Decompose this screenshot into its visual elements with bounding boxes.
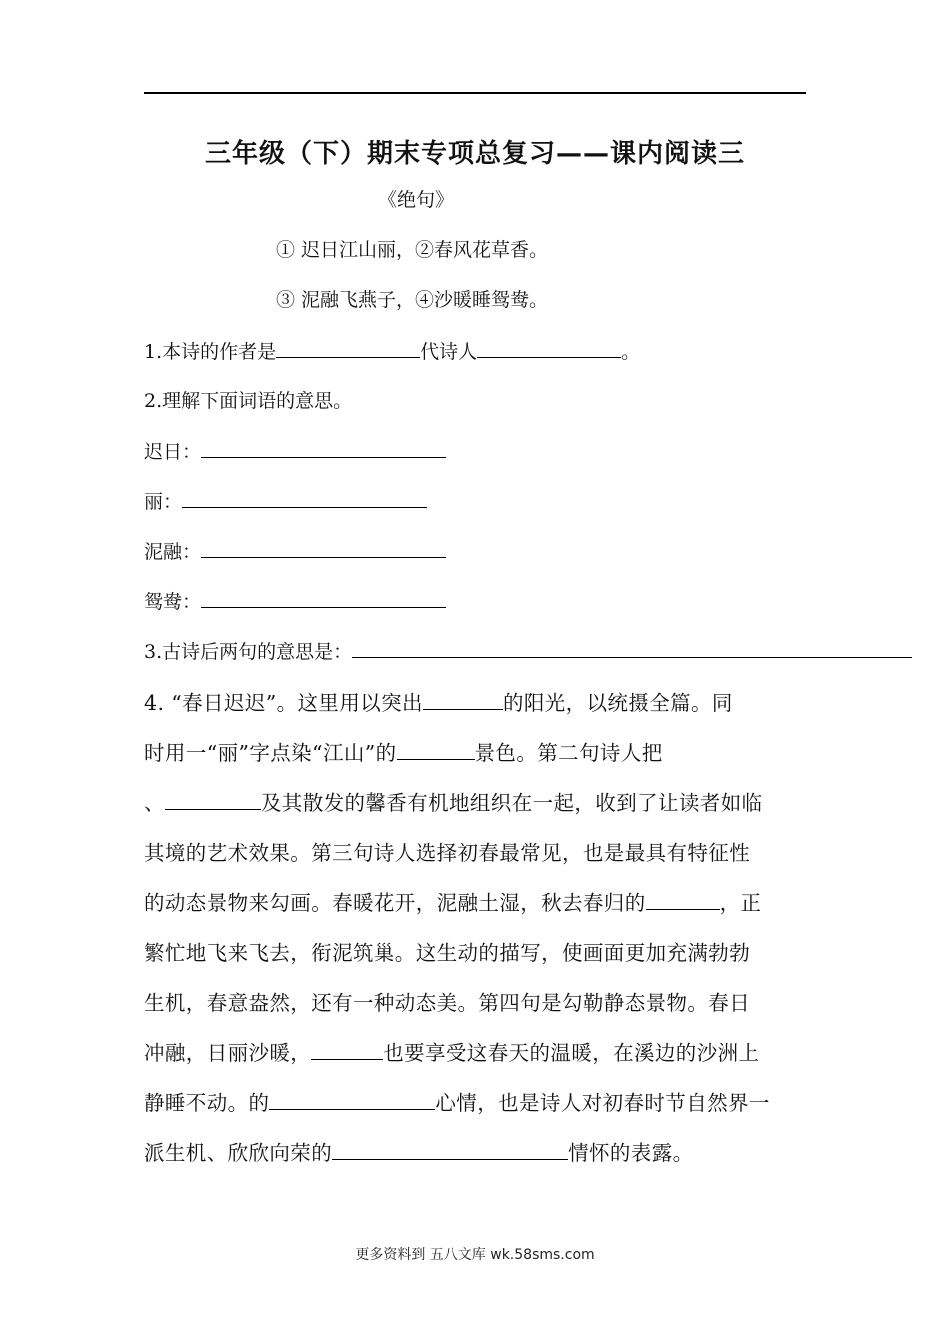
answer-blank-q3[interactable] (352, 637, 912, 658)
header-rule (144, 92, 806, 94)
word-label: 丽： (144, 491, 183, 513)
answer-blank-q4-1[interactable] (423, 689, 503, 710)
q4-line (144, 736, 806, 766)
word-label: 泥融： (144, 541, 202, 563)
q4-line (144, 786, 806, 816)
q4-text: 也要享受这春天的温暖，在溪边的沙洲上 (383, 1041, 760, 1065)
answer-blank-q4-4[interactable] (646, 889, 720, 910)
answer-blank-author-name[interactable] (477, 337, 621, 358)
answer-blank-q4-2[interactable] (397, 739, 475, 760)
answer-blank-q4-7[interactable] (332, 1139, 568, 1160)
q4-text: 时用一“丽”字点染“江山”的 (144, 741, 397, 765)
q1-text-after: 。 (621, 341, 641, 363)
page-title: 三年级（下）期末专项总复习——课内阅读三 (204, 139, 745, 169)
q4-text: 的阳光，以统摄全篇。同 (502, 691, 733, 715)
q4-text: 4. “春日迟迟”。这里用以突出 (144, 691, 423, 715)
q4-text: 及其散发的馨香有机地组织在一起，收到了让读者如临 (260, 791, 763, 815)
q4-line: 其境的艺术效果。第三句诗人选择初春最常见，也是最具有特征性 (144, 841, 751, 865)
q4-text: 心情，也是诗人对初春时节自然界一 (435, 1091, 770, 1115)
answer-blank-word-3[interactable] (201, 537, 446, 558)
q4-line: 繁忙地飞来飞去，衔泥筑巢。这生动的描写，使画面更加充满勃勃 (144, 941, 751, 965)
q4-text: 静睡不动。的 (144, 1091, 270, 1115)
poem-name: 《绝句》 (378, 189, 455, 211)
word-item (144, 487, 427, 516)
poem-line-2: ③ 泥融飞燕子，④沙暖睡鸳鸯。 (276, 289, 549, 311)
answer-blank-word-2[interactable] (182, 487, 427, 508)
answer-blank-word-1[interactable] (201, 437, 446, 458)
question-1 (144, 337, 640, 366)
q1-text-middle: 代诗人 (420, 341, 478, 363)
word-item (144, 587, 446, 616)
q4-line (144, 1036, 806, 1066)
word-label: 迟日： (144, 441, 202, 463)
q4-line (144, 1086, 806, 1116)
q4-text: 情怀的表露。 (568, 1141, 694, 1165)
q4-text: 景色。第二句诗人把 (474, 741, 663, 765)
answer-blank-q4-6[interactable] (269, 1089, 435, 1110)
q4-text: 的动态景物来勾画。春暖花开，泥融土湿，秋去春归的 (144, 891, 646, 915)
q4-text: 冲融，日丽沙暖， (144, 1041, 312, 1065)
answer-blank-author-dynasty[interactable] (276, 337, 420, 358)
footer-link-text: 更多资料到 五八文库 wk.58sms.com (355, 1247, 595, 1263)
q4-text: ，正 (719, 891, 762, 915)
q4-line (144, 686, 806, 716)
poem-line-1: ① 迟日江山丽，②春风花草香。 (276, 239, 549, 261)
q1-text-before: 1.本诗的作者是 (144, 341, 277, 363)
q4-line (144, 886, 806, 916)
answer-blank-q4-5[interactable] (311, 1039, 383, 1060)
q4-text: 、 (144, 791, 165, 815)
word-label: 鸳鸯： (144, 591, 202, 613)
answer-blank-word-4[interactable] (201, 587, 446, 608)
q4-line (144, 1136, 806, 1166)
question-2-prompt: 2.理解下面词语的意思。 (144, 390, 353, 412)
q3-prompt: 3.古诗后两句的意思是： (144, 641, 353, 663)
word-item (144, 537, 446, 566)
word-item (144, 437, 446, 466)
q4-line: 生机，春意盎然，还有一种动态美。第四句是勾勒静态景物。春日 (144, 991, 751, 1015)
answer-blank-q4-3[interactable] (165, 789, 261, 810)
question-3 (144, 637, 912, 666)
q4-text: 派生机、欣欣向荣的 (144, 1141, 333, 1165)
